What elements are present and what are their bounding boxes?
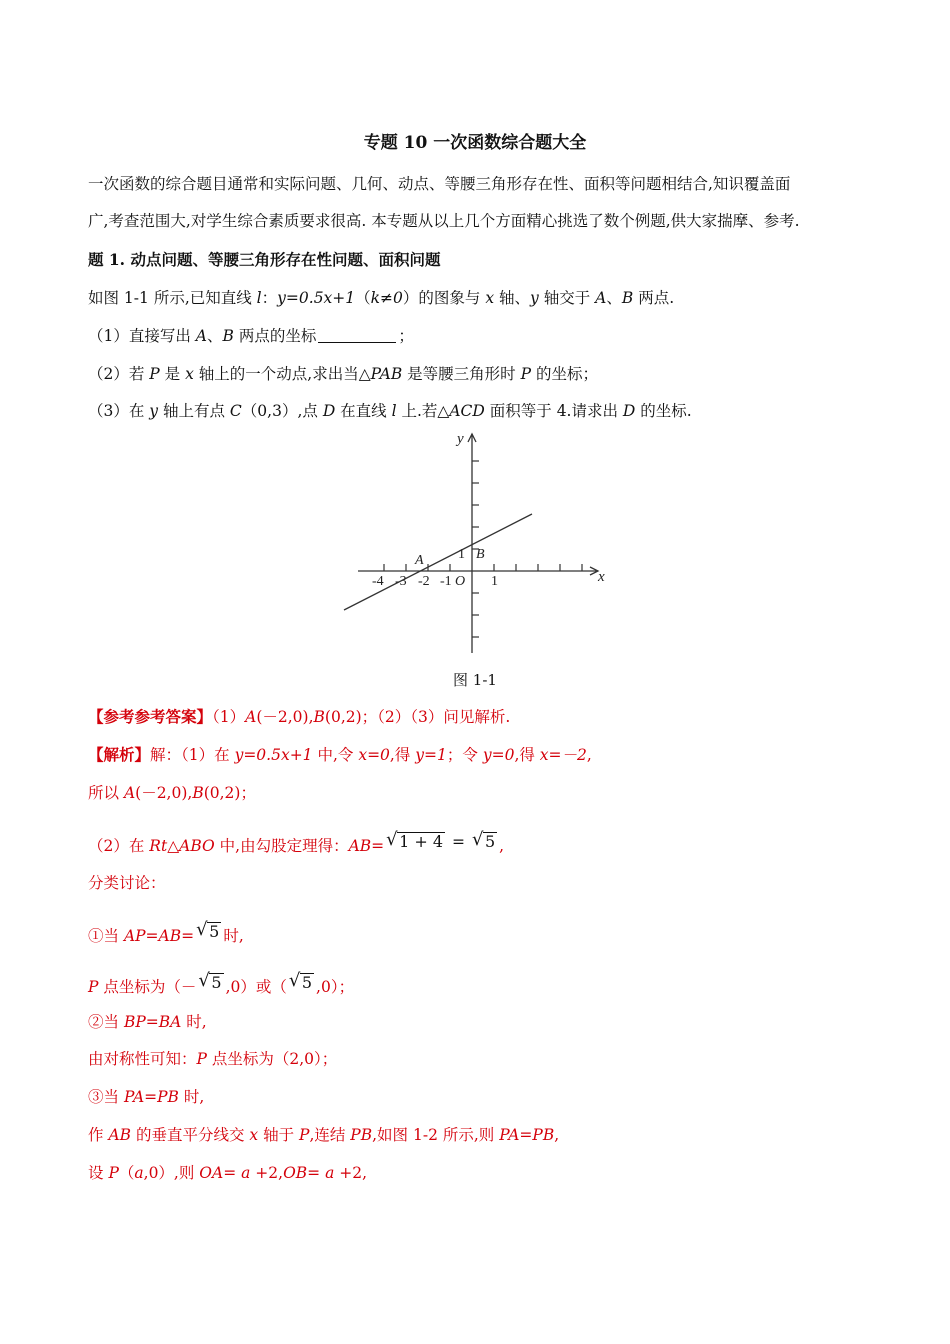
question-3: [88, 401, 692, 421]
x-tick-label-1: 1: [491, 574, 498, 589]
analysis-line-9: [88, 1087, 204, 1107]
var: P: [108, 1164, 119, 1182]
radicand: 5: [301, 973, 313, 992]
text: 、: [207, 327, 223, 345]
text: （1）: [212, 708, 246, 726]
question-1: [88, 326, 414, 346]
text: ,如图 1-2 所示,则: [372, 1126, 500, 1144]
analysis-line-7: [88, 1012, 207, 1032]
text: ；令: [446, 746, 483, 764]
var: y: [530, 289, 539, 307]
radical-sign: √: [198, 970, 210, 991]
y-axis-label: y: [457, 431, 464, 447]
var: a: [134, 1164, 144, 1182]
text: ①当: [88, 927, 124, 945]
var: A: [245, 708, 257, 726]
page-title: 专题 10 一次函数综合题大全: [363, 133, 587, 153]
sqrt-expression: [196, 919, 221, 942]
text: ,0）或（: [225, 978, 287, 996]
text: 的垂直平分线交: [131, 1126, 250, 1144]
var: l: [391, 402, 397, 420]
text: 点坐标为（2,0）；: [206, 1050, 338, 1068]
text: ,0）；: [316, 978, 355, 996]
text: 两点.: [633, 289, 675, 307]
answer-tag: 【参考参考答案】: [88, 707, 213, 726]
intro-line-1: 一次函数的综合题目通常和实际问题、几何、动点、等腰三角形存在性、面积等问题相结合,知识覆盖面: [88, 175, 791, 193]
equation: PA=PB: [499, 1126, 555, 1144]
var: a: [241, 1164, 251, 1182]
var: PB: [350, 1126, 373, 1144]
question-2: [88, 364, 598, 384]
function-line: [344, 514, 532, 610]
analysis-line-8: [88, 1049, 337, 1069]
text: 的坐标.: [635, 402, 692, 420]
var: C: [229, 402, 242, 420]
text: ：: [261, 289, 278, 307]
analysis-line-11: [88, 1163, 367, 1183]
text: ②当: [88, 1013, 124, 1031]
text: +2,: [250, 1164, 284, 1182]
text: 轴上有点: [158, 402, 230, 420]
text: 解：（1）在: [150, 746, 235, 764]
text: 点坐标为（－: [98, 978, 197, 996]
text: 面积等于 4.请求出: [484, 402, 623, 420]
reference-answer: [88, 707, 510, 727]
text: (－2,0),: [256, 708, 314, 726]
var: P: [520, 365, 532, 383]
equation: y=1: [415, 746, 447, 764]
problem-stem: [88, 288, 674, 308]
text: (－2,0),: [135, 784, 193, 802]
var: OB=: [283, 1164, 321, 1182]
equation: y=0.5x+1: [277, 289, 356, 307]
text: （: [118, 1164, 135, 1182]
var: y: [149, 402, 159, 420]
text: 中,由勾股定理得：: [214, 837, 349, 855]
coordinate-figure: [336, 428, 616, 660]
sqrt-expression: [386, 829, 445, 852]
analysis-line-10: [88, 1125, 559, 1145]
analysis-line-2: [88, 783, 256, 803]
text: 时,: [223, 927, 244, 945]
text: 时,: [178, 1088, 205, 1106]
analysis-line-3: [88, 829, 505, 856]
var: P: [299, 1126, 310, 1144]
text: （2）在: [88, 837, 150, 855]
x-tick-label-m3: -3: [395, 574, 407, 589]
radical-sign: √: [288, 970, 301, 991]
problem-heading: 题 1. 动点问题、等腰三角形存在性问题、面积问题: [88, 250, 441, 269]
text: ,得: [514, 746, 540, 764]
text: ,得: [389, 746, 416, 764]
var: OA=: [199, 1164, 237, 1182]
analysis-line-4: 分类讨论：: [88, 874, 166, 892]
text: 是等腰三角形时: [402, 365, 521, 383]
var: l: [256, 289, 262, 307]
text: ,0）,则: [143, 1164, 200, 1182]
analysis-line-6: [88, 970, 355, 997]
equation: x=－2: [539, 746, 587, 764]
text: ）的图象与: [402, 289, 486, 307]
var: x: [485, 289, 495, 307]
x-tick-label-m1: -1: [440, 574, 452, 589]
text: ,连结: [309, 1126, 351, 1144]
var: x: [249, 1126, 259, 1144]
text: （3）在: [88, 402, 150, 420]
radicand: 5: [484, 832, 496, 851]
text: 由对称性可知：: [88, 1050, 197, 1068]
text: （2）若: [88, 365, 150, 383]
text: +2,: [334, 1164, 368, 1182]
var: D: [622, 402, 636, 420]
var: A: [123, 784, 136, 802]
text: 设: [88, 1164, 109, 1182]
text: 轴于: [258, 1126, 299, 1144]
origin-label: O: [455, 574, 466, 589]
radicand: 5: [209, 922, 220, 941]
x-axis-label: x: [598, 569, 605, 585]
var: P: [196, 1050, 207, 1068]
text: 中,令: [312, 746, 359, 764]
radical-sign: √: [196, 919, 208, 940]
y-tick-label-1: 1: [458, 547, 465, 562]
var: ABO: [179, 837, 215, 855]
text: 轴、: [494, 289, 531, 307]
var: k≠0: [370, 289, 403, 307]
text: △: [167, 837, 180, 855]
var: AB: [108, 1126, 132, 1144]
equation: AP=AB=: [123, 927, 195, 945]
text: 轴上的一个动点,求出当△: [193, 365, 371, 383]
radical-sign: √: [386, 829, 398, 850]
equation: PA=PB: [123, 1088, 179, 1106]
var: B: [222, 327, 234, 345]
var: AB=: [348, 837, 385, 855]
text: ,: [586, 746, 592, 764]
text: 两点的坐标: [233, 327, 317, 345]
intro-line-2: 广,考查范围大,对学生综合素质要求很高. 本专题从以上几个方面精心挑选了数个例题,供大家揣摩、参考.: [88, 212, 800, 230]
analysis-line-1: [88, 745, 592, 765]
text: 作: [88, 1126, 109, 1144]
text: 所以: [88, 784, 124, 802]
equation: y=0.5x+1: [234, 746, 313, 764]
sqrt-expression: [471, 829, 497, 852]
x-tick-label-m2: -2: [418, 574, 430, 589]
equation: y=0: [482, 746, 515, 764]
figure-caption: 图 1-1: [453, 671, 497, 689]
point-b-label: B: [476, 547, 485, 562]
text: ,: [499, 837, 505, 855]
equation: BP=BA: [123, 1013, 182, 1031]
text: （: [355, 289, 371, 307]
analysis-line-5: [88, 919, 244, 946]
var: D: [322, 402, 336, 420]
text: (0,2)；: [203, 784, 256, 802]
sqrt-expression: [198, 970, 223, 993]
var: PAB: [370, 365, 403, 383]
radicand: 5: [211, 973, 222, 992]
text: ,: [554, 1126, 560, 1144]
text: 轴交于: [538, 289, 596, 307]
text: 上.若△: [396, 402, 450, 420]
sqrt-expression: [288, 970, 314, 993]
text: （1）直接写出: [88, 327, 196, 345]
var: A: [595, 289, 607, 307]
text: 是: [159, 365, 186, 383]
var: P: [149, 365, 160, 383]
var: Rt: [149, 837, 168, 855]
var: a: [325, 1164, 335, 1182]
text: （0,3）,点: [241, 402, 323, 420]
text: 、: [606, 289, 622, 307]
answer-blank: [318, 327, 396, 343]
text: ③当: [88, 1088, 124, 1106]
var: A: [195, 327, 207, 345]
var: P: [88, 978, 99, 996]
analysis-tag: 【解析】: [88, 745, 151, 764]
var: B: [192, 784, 204, 802]
text: ；: [398, 327, 414, 345]
text: 的坐标；: [531, 365, 598, 383]
text: (0,2)；（2）（3）问见解析.: [324, 708, 511, 726]
text: 在直线: [335, 402, 392, 420]
text: 时,: [181, 1013, 207, 1031]
var: B: [313, 708, 325, 726]
var: B: [621, 289, 634, 307]
point-a-label: A: [415, 553, 424, 568]
x-tick-label-m4: -4: [372, 574, 384, 589]
text: 如图 1-1 所示,已知直线: [88, 289, 257, 307]
equals-sign: =: [447, 833, 470, 851]
radical-sign: √: [471, 829, 484, 850]
equation: x=0: [358, 746, 390, 764]
var: x: [185, 365, 194, 383]
var: ACD: [449, 402, 485, 420]
radicand: 1 + 4: [399, 832, 444, 851]
